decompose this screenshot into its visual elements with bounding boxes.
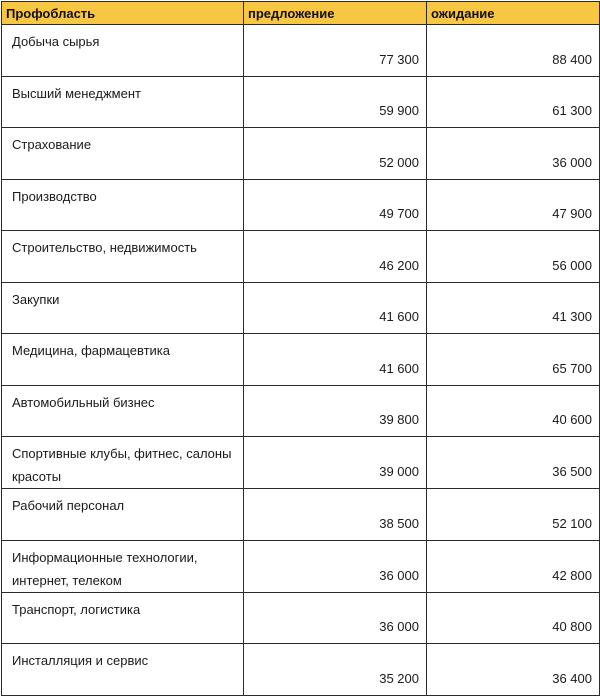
expect-cell: 88 400 bbox=[427, 25, 600, 77]
table-row bbox=[2, 489, 600, 541]
table-row bbox=[2, 437, 600, 489]
offer-cell: 46 200 bbox=[244, 231, 427, 283]
area-cell: Производство bbox=[2, 179, 244, 231]
area-cell: Инсталляция и сервис bbox=[2, 644, 244, 696]
offer-cell: 41 600 bbox=[244, 282, 427, 334]
area-cell: Автомобильный бизнес bbox=[2, 385, 244, 437]
header-row bbox=[2, 2, 600, 25]
table-row bbox=[2, 282, 600, 334]
expect-cell: 41 300 bbox=[427, 282, 600, 334]
offer-cell: 38 500 bbox=[244, 489, 427, 541]
area-cell: Информационные технологии, интернет, телеком bbox=[2, 540, 244, 592]
table-row bbox=[2, 540, 600, 592]
header-offer: предложение bbox=[244, 2, 427, 25]
table-row bbox=[2, 334, 600, 386]
table-row bbox=[2, 592, 600, 644]
header-expect: ожидание bbox=[427, 2, 600, 25]
expect-cell: 47 900 bbox=[427, 179, 600, 231]
offer-cell: 36 000 bbox=[244, 592, 427, 644]
offer-cell: 36 000 bbox=[244, 540, 427, 592]
expect-cell: 52 100 bbox=[427, 489, 600, 541]
expect-cell: 61 300 bbox=[427, 76, 600, 128]
table-row bbox=[2, 179, 600, 231]
offer-cell: 39 800 bbox=[244, 385, 427, 437]
salary-table bbox=[1, 1, 600, 696]
area-cell: Спортивные клубы, фитнес, салоны красоты bbox=[2, 437, 244, 489]
expect-cell: 40 800 bbox=[427, 592, 600, 644]
expect-cell: 56 000 bbox=[427, 231, 600, 283]
table-row bbox=[2, 76, 600, 128]
table-row bbox=[2, 231, 600, 283]
offer-cell: 41 600 bbox=[244, 334, 427, 386]
area-cell: Медицина, фармацевтика bbox=[2, 334, 244, 386]
expect-cell: 36 000 bbox=[427, 128, 600, 180]
area-cell: Транспорт, логистика bbox=[2, 592, 244, 644]
offer-cell: 39 000 bbox=[244, 437, 427, 489]
offer-cell: 52 000 bbox=[244, 128, 427, 180]
table-row bbox=[2, 25, 600, 77]
expect-cell: 36 400 bbox=[427, 644, 600, 696]
offer-cell: 77 300 bbox=[244, 25, 427, 77]
expect-cell: 36 500 bbox=[427, 437, 600, 489]
header-area: Профобласть bbox=[2, 2, 244, 25]
area-cell: Закупки bbox=[2, 282, 244, 334]
area-cell: Страхование bbox=[2, 128, 244, 180]
expect-cell: 65 700 bbox=[427, 334, 600, 386]
expect-cell: 40 600 bbox=[427, 385, 600, 437]
table-row bbox=[2, 385, 600, 437]
offer-cell: 49 700 bbox=[244, 179, 427, 231]
area-cell: Высший менеджмент bbox=[2, 76, 244, 128]
expect-cell: 42 800 bbox=[427, 540, 600, 592]
area-cell: Строительство, недвижимость bbox=[2, 231, 244, 283]
area-cell: Рабочий персонал bbox=[2, 489, 244, 541]
area-cell: Добыча сырья bbox=[2, 25, 244, 77]
offer-cell: 35 200 bbox=[244, 644, 427, 696]
table-row bbox=[2, 644, 600, 696]
offer-cell: 59 900 bbox=[244, 76, 427, 128]
table-row bbox=[2, 128, 600, 180]
